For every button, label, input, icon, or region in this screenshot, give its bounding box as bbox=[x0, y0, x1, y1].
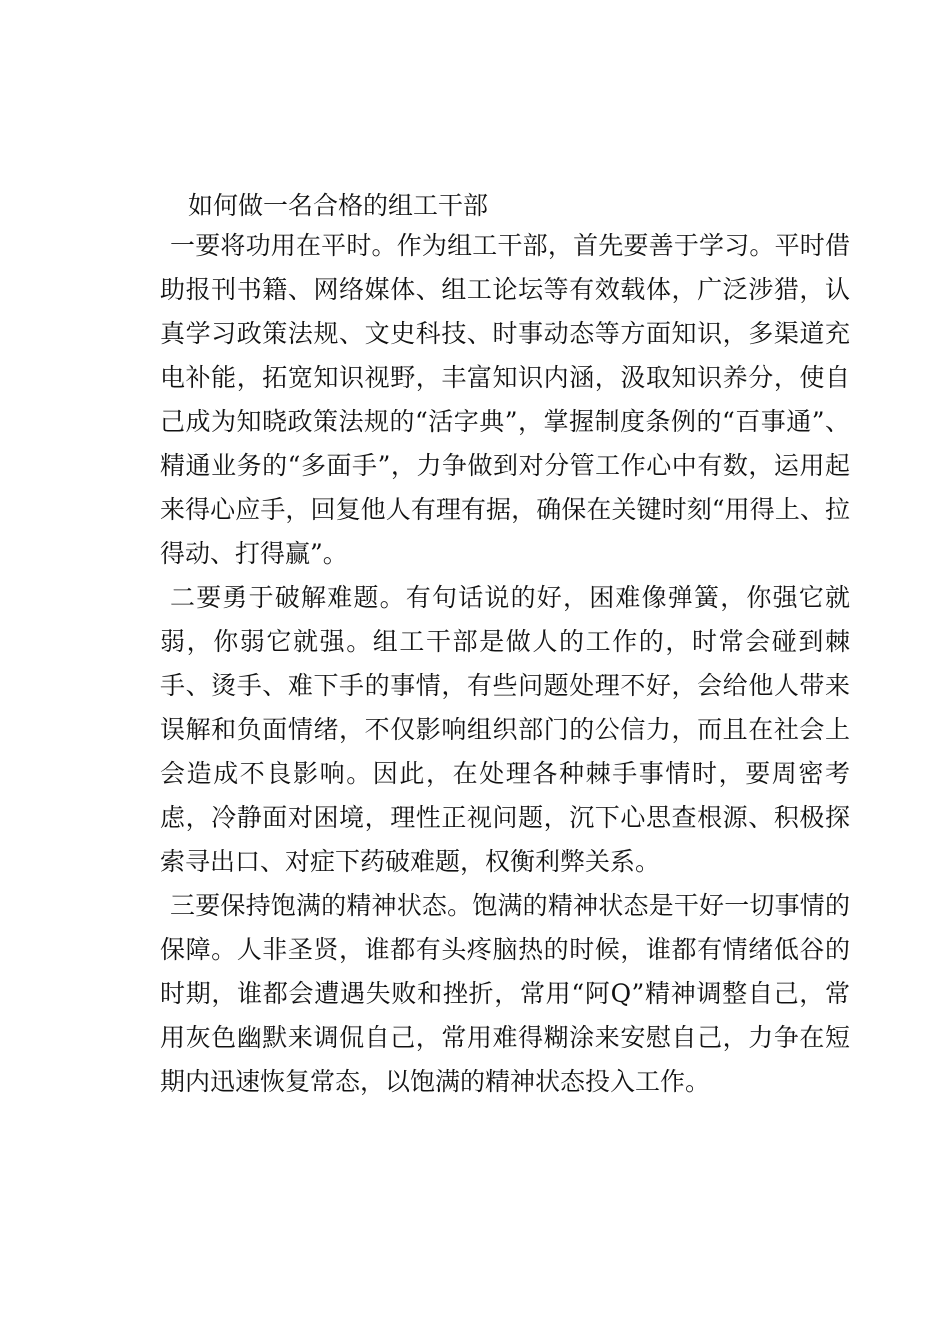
paragraph-3: 三要保持饱满的精神状态。饱满的精神状态是干好一切事情的保障。人非圣贤，谁都有头疼脑热的时候，谁都有情绪低谷的时期，谁都会遭遇失败和挫折，常用“阿Q”精神调整自己，常用灰色幽默来调侃自己，常用难得糊涂来安慰自己，力争在短期内迅速恢复常态，以饱满的精神状态投入工作。 bbox=[160, 891, 850, 1096]
document-body bbox=[160, 188, 850, 1104]
paragraph-1: 一要将功用在平时。作为组工干部，首先要善于学习。平时借助报刊书籍、网络媒体、组工论坛等有效载体，广泛涉猎，认真学习政策法规、文史科技、时事动态等方面知识，多渠道充电补能，拓宽知识视野，丰富知识内涵，汲取知识养分，使自己成为知晓政策法规的“活字典”，掌握制度条例的“百事通”、精通业务的“多面手”，力争做到对分管工作心中有数，运用起来得心应手，回复他人有理有据，确保在关键时刻“用得上、拉得动、打得赢”。 bbox=[160, 231, 850, 568]
paragraph-2: 二要勇于破解难题。有句话说的好，困难像弹簧，你强它就弱，你弱它就强。组工干部是做人的工作的，时常会碰到棘手、烫手、难下手的事情，有些问题处理不好，会给他人带来误解和负面情绪，不仅影响组织部门的公信力，而且在社会上会造成不良影响。因此，在处理各种棘手事情时，要周密考虑，冷静面对困境，理性正视问题，沉下心思查根源、积极探索寻出口、对症下药破难题，权衡利弊关系。 bbox=[160, 583, 850, 876]
document-title: 如何做一名合格的组工干部 bbox=[188, 191, 489, 220]
